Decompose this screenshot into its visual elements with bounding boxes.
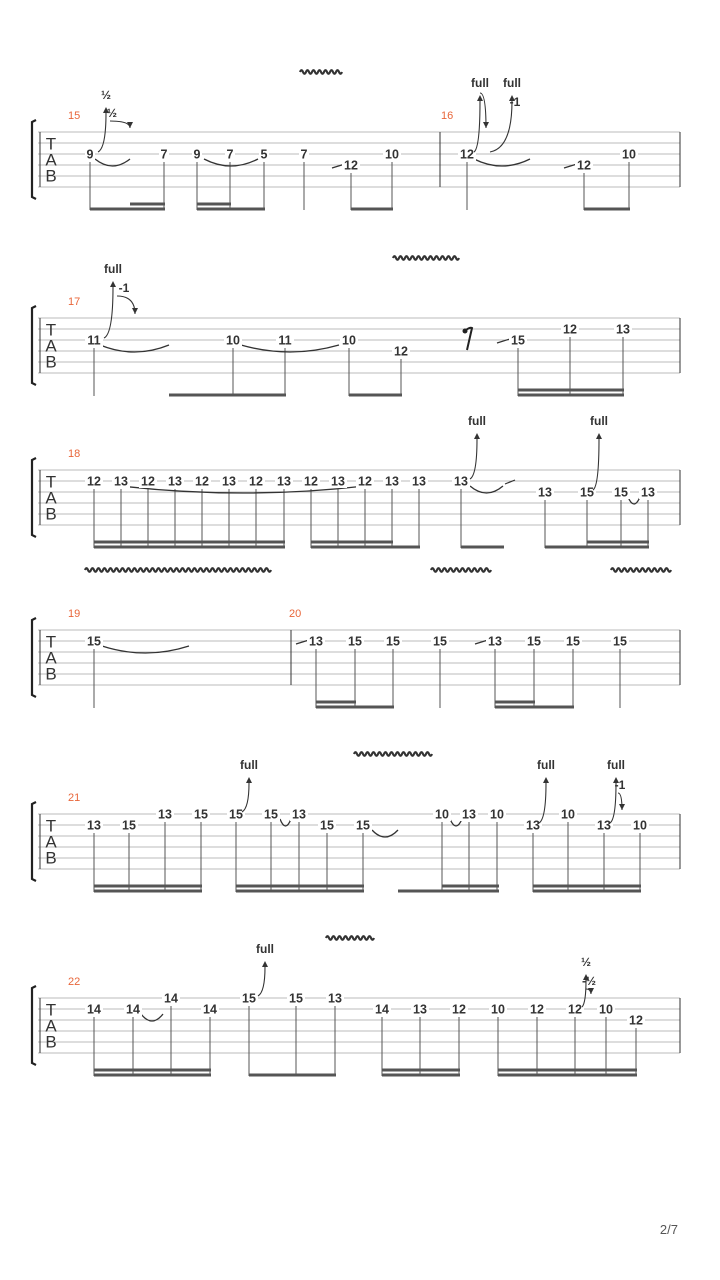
fret-number: 13 xyxy=(454,474,468,489)
fret-number: 12 xyxy=(344,158,358,173)
tab-system-3 xyxy=(32,414,680,549)
fret-number: 10 xyxy=(633,818,647,833)
beam-secondary xyxy=(498,1069,637,1072)
fret-number: 14 xyxy=(126,1002,140,1017)
fret-number: 12 xyxy=(195,474,209,489)
system-bracket xyxy=(32,120,36,199)
tab-system-2 xyxy=(32,256,680,396)
fret-number: 7 xyxy=(300,147,308,162)
release-arrowhead xyxy=(127,122,133,128)
rest-dot xyxy=(463,329,468,334)
fret-number: 15 xyxy=(613,634,627,649)
fret-number: 7 xyxy=(160,147,168,162)
beam xyxy=(349,394,402,397)
fret-number: 13 xyxy=(292,807,306,822)
fret-number: 15 xyxy=(356,818,370,833)
fret-number: 15 xyxy=(320,818,334,833)
beam-secondary xyxy=(621,541,649,544)
bar-number: 21 xyxy=(68,792,81,804)
fret-number: 10 xyxy=(491,1002,505,1017)
bend-label: full xyxy=(468,414,486,428)
bar-number: 17 xyxy=(68,296,81,308)
fret-number: 15 xyxy=(566,634,580,649)
release-arrowhead xyxy=(619,804,625,810)
fret-number: 15 xyxy=(229,807,243,822)
fret-number: 13 xyxy=(526,818,540,833)
page-number: 2/7 xyxy=(659,1222,678,1237)
bend-label: ½ xyxy=(100,88,112,102)
fret-number: 13 xyxy=(597,818,611,833)
tab-clef-letter: A xyxy=(45,832,57,852)
release-arrowhead xyxy=(132,308,138,314)
beam-secondary xyxy=(94,885,202,888)
bend-arrowhead xyxy=(246,777,252,783)
vibrato-mark xyxy=(326,936,374,940)
beam xyxy=(498,1074,637,1077)
vibrato-mark xyxy=(431,568,491,572)
beam-secondary xyxy=(518,389,624,392)
fret-number: 12 xyxy=(568,1002,582,1017)
tab-clef-letter: A xyxy=(45,336,57,356)
beam xyxy=(584,208,630,211)
tab-system-1 xyxy=(32,70,680,210)
fret-number: 13 xyxy=(87,818,101,833)
bend-arrowhead xyxy=(474,433,480,439)
vibrato-mark xyxy=(85,568,271,572)
bend-curve xyxy=(470,439,477,479)
bend-label: full xyxy=(256,942,274,956)
bar-number: 15 xyxy=(68,110,81,122)
beam-secondary xyxy=(382,1069,460,1072)
tab-clef-letter: A xyxy=(45,150,57,170)
fret-number: 13 xyxy=(222,474,236,489)
system-bracket xyxy=(32,618,36,697)
bend-arrowhead xyxy=(596,433,602,439)
fret-number: 15 xyxy=(511,333,525,348)
release-curve xyxy=(110,121,130,128)
system-bracket xyxy=(32,306,36,385)
beam-secondary xyxy=(442,885,470,888)
vibrato-mark xyxy=(300,70,342,74)
bend-arrowhead xyxy=(543,777,549,783)
fret-number: 13 xyxy=(277,474,291,489)
fret-number: 13 xyxy=(488,634,502,649)
release-curve xyxy=(117,296,135,314)
bend-curve xyxy=(539,783,546,823)
fret-number: 15 xyxy=(386,634,400,649)
system-bracket xyxy=(32,986,36,1065)
beam-secondary xyxy=(495,701,535,704)
bar-number: 18 xyxy=(68,448,81,460)
fret-number: 5 xyxy=(260,147,268,162)
fret-number: 12 xyxy=(460,147,474,162)
bend-curve xyxy=(104,287,113,338)
fret-number: 13 xyxy=(462,807,476,822)
beam xyxy=(169,394,286,397)
beam-secondary xyxy=(316,701,356,704)
fret-number: 12 xyxy=(563,322,577,337)
fret-number: 13 xyxy=(168,474,182,489)
tab-system-4 xyxy=(32,568,680,708)
fret-number: 12 xyxy=(304,474,318,489)
bend-arrowhead xyxy=(262,961,268,967)
beam-secondary xyxy=(271,885,300,888)
bend-label: ½ xyxy=(106,106,118,120)
tab-clef-letter: T xyxy=(45,472,57,492)
fret-number: 15 xyxy=(580,485,594,500)
fret-number: 13 xyxy=(331,474,345,489)
vibrato-mark xyxy=(611,568,671,572)
fret-number: 10 xyxy=(342,333,356,348)
fret-number: 12 xyxy=(394,344,408,359)
tab-clef-letter: T xyxy=(45,320,57,340)
bar-number: 22 xyxy=(68,976,81,988)
fret-number: 13 xyxy=(309,634,323,649)
beam xyxy=(461,546,504,549)
fret-number: 10 xyxy=(385,147,399,162)
bar-number: 16 xyxy=(441,110,454,122)
beam-secondary xyxy=(94,1069,211,1072)
bend-curve xyxy=(258,967,265,996)
bend-label: full xyxy=(471,76,489,90)
beam-secondary xyxy=(197,203,231,206)
fret-number: 11 xyxy=(278,333,292,348)
bar-number: 20 xyxy=(289,608,302,620)
tab-clef-letter: B xyxy=(45,352,57,372)
bend-label: -1 xyxy=(614,778,626,792)
vibrato-mark xyxy=(354,752,432,756)
fret-number: 10 xyxy=(622,147,636,162)
fret-number: 12 xyxy=(87,474,101,489)
system-bracket xyxy=(32,802,36,881)
fret-number: 10 xyxy=(490,807,504,822)
fret-number: 9 xyxy=(193,147,201,162)
fret-number: 12 xyxy=(249,474,263,489)
bend-label: full xyxy=(503,76,521,90)
fret-number: 15 xyxy=(242,991,256,1006)
beam xyxy=(311,546,420,549)
bend-label: ½ xyxy=(580,955,592,969)
beam xyxy=(518,394,624,397)
tab-clef-letter: T xyxy=(45,1000,57,1020)
fret-number: 13 xyxy=(641,485,655,500)
fret-number: 10 xyxy=(435,807,449,822)
fret-number: 12 xyxy=(358,474,372,489)
release-arrowhead xyxy=(483,122,489,128)
fret-number: 14 xyxy=(164,991,178,1006)
beam xyxy=(249,1074,336,1077)
tab-clef-letter: T xyxy=(45,632,57,652)
bend-label: full xyxy=(240,758,258,772)
tab-clef-letter: B xyxy=(45,848,57,868)
fret-number: 15 xyxy=(289,991,303,1006)
fret-number: 13 xyxy=(412,474,426,489)
vibrato-mark xyxy=(393,256,459,260)
fret-number: 12 xyxy=(577,158,591,173)
fret-number: 12 xyxy=(629,1013,643,1028)
beam xyxy=(197,208,265,211)
beam xyxy=(495,706,574,709)
bend-label: -1 xyxy=(118,281,130,295)
tab-clef-letter: B xyxy=(45,1032,57,1052)
beam xyxy=(545,546,649,549)
fret-number: 11 xyxy=(87,333,101,348)
tab-clef-letter: T xyxy=(45,134,57,154)
fret-number: 13 xyxy=(114,474,128,489)
bend-label: -1 xyxy=(509,95,521,109)
fret-number: 13 xyxy=(158,807,172,822)
beam xyxy=(94,1074,211,1077)
bend-label: full xyxy=(607,758,625,772)
beam xyxy=(94,890,202,893)
fret-number: 12 xyxy=(452,1002,466,1017)
bend-curve xyxy=(474,101,480,152)
fret-number: 10 xyxy=(226,333,240,348)
beam-secondary xyxy=(311,541,393,544)
fret-number: 12 xyxy=(530,1002,544,1017)
bend-label: full xyxy=(590,414,608,428)
beam xyxy=(398,890,499,893)
beam xyxy=(533,890,641,893)
bend-label: -½ xyxy=(581,974,597,988)
fret-number: 13 xyxy=(616,322,630,337)
tab-clef-letter: B xyxy=(45,664,57,684)
bar-number: 19 xyxy=(68,608,81,620)
beam xyxy=(94,546,285,549)
fret-number: 13 xyxy=(538,485,552,500)
fret-number: 13 xyxy=(385,474,399,489)
bend-label: full xyxy=(537,758,555,772)
fret-number: 9 xyxy=(86,147,94,162)
bend-arrowhead xyxy=(110,281,116,287)
fret-number: 12 xyxy=(141,474,155,489)
fret-number: 7 xyxy=(226,147,234,162)
tab-clef-letter: B xyxy=(45,166,57,186)
bend-curve xyxy=(593,439,599,490)
fret-number: 15 xyxy=(264,807,278,822)
fret-number: 15 xyxy=(122,818,136,833)
fret-number: 13 xyxy=(328,991,342,1006)
beam-secondary xyxy=(533,885,641,888)
system-bracket xyxy=(32,458,36,537)
fret-number: 15 xyxy=(194,807,208,822)
beam xyxy=(382,1074,460,1077)
tab-clef-letter: A xyxy=(45,488,57,508)
beam xyxy=(351,208,393,211)
fret-number: 15 xyxy=(527,634,541,649)
fret-number: 15 xyxy=(87,634,101,649)
bend-label: full xyxy=(104,262,122,276)
tab-clef-letter: A xyxy=(45,648,57,668)
beam-secondary xyxy=(576,1069,607,1072)
release-arrowhead xyxy=(588,988,594,994)
tab-system-5 xyxy=(32,752,680,892)
tab-clef-letter: A xyxy=(45,1016,57,1036)
tab-system-6 xyxy=(32,936,680,1076)
fret-number: 14 xyxy=(87,1002,101,1017)
fret-number: 10 xyxy=(599,1002,613,1017)
beam-secondary xyxy=(94,541,285,544)
fret-number: 14 xyxy=(203,1002,217,1017)
beam-secondary xyxy=(130,203,165,206)
fret-number: 15 xyxy=(348,634,362,649)
beam xyxy=(90,208,165,211)
tab-clef-letter: T xyxy=(45,816,57,836)
beam xyxy=(316,706,394,709)
beam xyxy=(236,890,364,893)
fret-number: 10 xyxy=(561,807,575,822)
bend-arrowhead xyxy=(477,95,483,101)
fret-number: 13 xyxy=(413,1002,427,1017)
tab-clef-letter: B xyxy=(45,504,57,524)
fret-number: 15 xyxy=(614,485,628,500)
fret-number: 15 xyxy=(433,634,447,649)
fret-number: 14 xyxy=(375,1002,389,1017)
